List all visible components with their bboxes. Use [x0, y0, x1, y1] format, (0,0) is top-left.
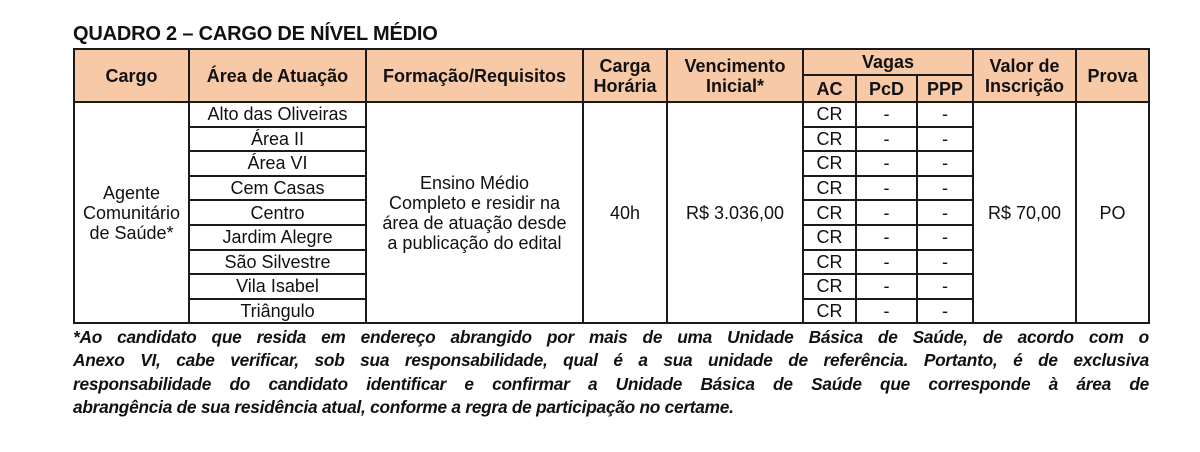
vagas-pcd-cell: - [856, 250, 917, 275]
header-vencimento-inicial: Vencimento Inicial* [667, 49, 803, 102]
valor-inscricao-cell: R$ 70,00 [973, 102, 1076, 323]
vagas-pcd-cell: - [856, 200, 917, 225]
vagas-ac-cell: CR [803, 225, 856, 250]
header-vagas-pcd: PcD [856, 75, 917, 102]
vagas-ppp-cell: - [917, 151, 973, 176]
area-cell: Cem Casas [189, 176, 366, 201]
vagas-ppp-cell: - [917, 225, 973, 250]
cargo-cell: Agente Comunitário de Saúde* [74, 102, 189, 323]
vagas-ppp-cell: - [917, 200, 973, 225]
vagas-ac-cell: CR [803, 299, 856, 324]
area-cell: Centro [189, 200, 366, 225]
area-cell: Alto das Oliveiras [189, 102, 366, 127]
vagas-ppp-cell: - [917, 299, 973, 324]
vagas-ac-cell: CR [803, 151, 856, 176]
footnote-line: responsabilidade do candidato identificar e confirmar a Unidade Básica de Saúde que corresponde à área de [73, 373, 1149, 394]
vagas-pcd-cell: - [856, 176, 917, 201]
vagas-ac-cell: CR [803, 176, 856, 201]
area-cell: São Silvestre [189, 250, 366, 275]
vagas-ppp-cell: - [917, 102, 973, 127]
area-cell: Jardim Alegre [189, 225, 366, 250]
footnote-line: Anexo VI, cabe verificar, sob sua responsabilidade, qual é a sua unidade de referência. Portanto, é de exclusiva [73, 350, 1149, 371]
header-vagas-ppp: PPP [917, 75, 973, 102]
carga-horaria-cell: 40h [583, 102, 667, 323]
area-cell: Área VI [189, 151, 366, 176]
vagas-pcd-cell: - [856, 274, 917, 299]
vagas-ac-cell: CR [803, 102, 856, 127]
header-valor-inscricao: Valor de Inscrição [973, 49, 1076, 102]
page-title: QUADRO 2 – CARGO DE NÍVEL MÉDIO [73, 23, 438, 45]
footnote-line: *Ao candidato que resida em endereço abrangido por mais de uma Unidade Básica de Saúde, de acordo com o [73, 327, 1149, 347]
area-cell: Área II [189, 127, 366, 152]
prova-cell: PO [1076, 102, 1149, 323]
vagas-ac-cell: CR [803, 274, 856, 299]
vagas-ac-cell: CR [803, 250, 856, 275]
header-prova: Prova [1076, 49, 1149, 102]
vagas-ppp-cell: - [917, 176, 973, 201]
vagas-ac-cell: CR [803, 127, 856, 152]
area-cell: Triângulo [189, 299, 366, 324]
table-row [74, 102, 1149, 127]
vagas-ppp-cell: - [917, 250, 973, 275]
vagas-pcd-cell: - [856, 225, 917, 250]
vagas-ppp-cell: - [917, 274, 973, 299]
vagas-pcd-cell: - [856, 127, 917, 152]
vagas-ac-cell: CR [803, 200, 856, 225]
vagas-pcd-cell: - [856, 102, 917, 127]
quadro-table [73, 48, 1150, 324]
header-area-de-atuacao: Área de Atuação [189, 49, 366, 102]
header-carga-horaria: Carga Horária [583, 49, 667, 102]
header-cargo: Cargo [74, 49, 189, 102]
header-vagas: Vagas [803, 49, 973, 75]
vencimento-cell: R$ 3.036,00 [667, 102, 803, 323]
vagas-pcd-cell: - [856, 299, 917, 324]
formacao-cell: Ensino Médio Completo e residir na área de atuação desde a publicação do edital [366, 102, 583, 323]
header-formacao-requisitos: Formação/Requisitos [366, 49, 583, 102]
area-cell: Vila Isabel [189, 274, 366, 299]
vagas-pcd-cell: - [856, 151, 917, 176]
vagas-ppp-cell: - [917, 127, 973, 152]
footnote [73, 326, 1149, 442]
header-vagas-ac: AC [803, 75, 856, 102]
footnote-line: abrangência de sua residência atual, conforme a regra de participação no certame. [73, 396, 734, 417]
